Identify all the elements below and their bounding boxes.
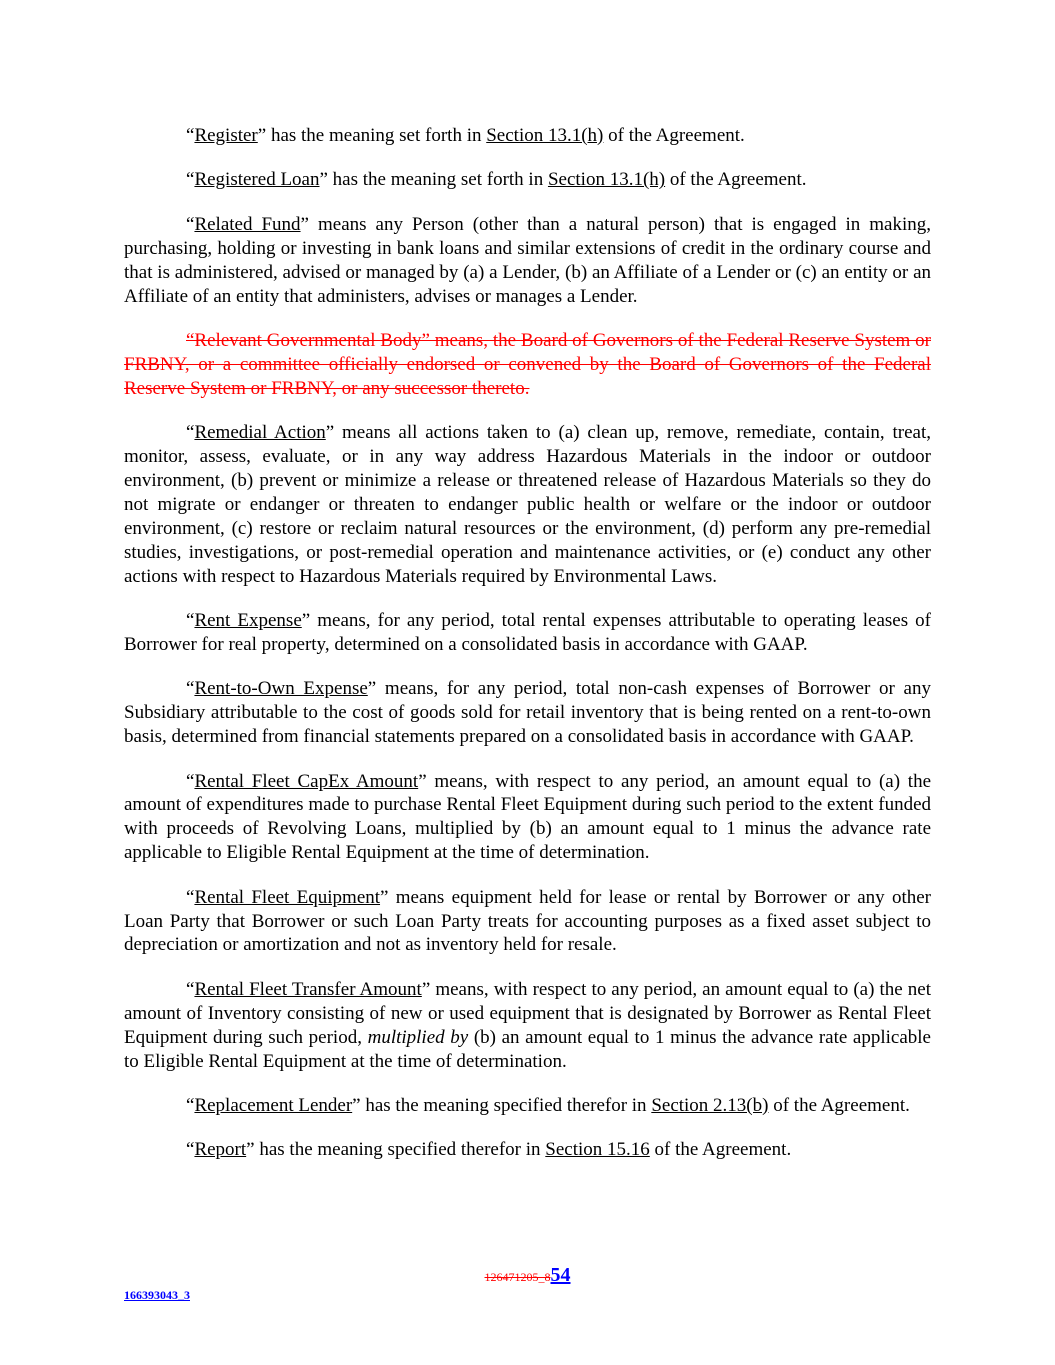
section-ref: Section 13.1(h) — [547, 169, 666, 191]
term: Related Fund — [194, 213, 301, 235]
inserted-page-number: 54 — [550, 1264, 571, 1286]
term: Remedial Action — [194, 422, 326, 444]
section-ref: Section 2.13(b) — [651, 1095, 769, 1116]
document-id: 166393043_3 — [124, 1288, 190, 1302]
term: Replacement Lender — [194, 1095, 353, 1116]
term: Rent-to-Own Expense — [194, 678, 368, 700]
definition-related-fund: “Related Fund” means any Person (other than a natural person) that is engaged in making, purchasing, holding or investing in bank loans and similar extensions of credit in the ordinary course and that is administered, advised or managed by (a) a Lender, (b) an Affiliate of a Lender or (c) an entity or an Affiliate of an entity that administers, advises or manages a Lender. — [124, 213, 931, 307]
definition-replacement-lender: “Replacement Lender” has the meaning specified therefor in Section 2.13(b) of the Agreement. — [186, 1095, 910, 1116]
term: Register — [194, 125, 258, 146]
definition-registered-loan: “Registered Loan” has the meaning set forth in Section 13.1(h) of the Agreement. — [186, 169, 807, 191]
definition-rental-fleet-equipment: “Rental Fleet Equipment” means equipment held for lease or rental by Borrower or any other Loan Party that Borrower or such Loan Party treats for accounting purposes as a fixed asset subject to depreciation or amortization and not as inventory held for resale. — [124, 886, 931, 956]
section-ref: Section 13.1(h) — [486, 125, 604, 146]
emphasis: multiplied by — [367, 1026, 469, 1048]
definition-register: “Register” has the meaning set forth in Section 13.1(h) of the Agreement. — [186, 125, 745, 146]
definition-rental-fleet-capex-amount: “Rental Fleet CapEx Amount” means, with respect to any period, an amount equal to (a) the amount of expenditures made to purchase Rental Fleet Equipment during such period to the extent funded with proceeds of Revolving Loans, multiplied by (b) an amount equal to 1 minus the advance rate applicable to Eligible Rental Equipment at the time of determination. — [124, 770, 931, 864]
page-number — [0, 1264, 1055, 1287]
term: Rental Fleet Transfer Amount — [194, 978, 422, 1000]
term: Registered Loan — [194, 169, 320, 191]
deleted-text: “Relevant Governmental Body” means, the Board of Governors of the Federal Reserve System or FRBNY, or a committee officially endorsed or convened by the Board of Governors of the Federal Reserve System or FRBNY, or any successor thereto. — [124, 329, 931, 399]
definitions-list — [124, 124, 931, 1183]
definition-report: “Report” has the meaning specified therefor in Section 15.16 of the Agreement. — [186, 1139, 792, 1161]
definition-rent-to-own-expense: “Rent-to-Own Expense” means, for any period, total non-cash expenses of Borrower or any Subsidiary attributable to the cost of goods sold for retail inventory that is being rented on a rent-to-own basis, determined from financial statements prepared on a consolidated basis in accordance with GAAP. — [124, 678, 931, 748]
term: Rental Fleet CapEx Amount — [194, 770, 419, 792]
term: Rental Fleet Equipment — [194, 886, 381, 908]
definition-relevant-governmental-body-deleted — [124, 329, 931, 401]
definition-rent-expense: “Rent Expense” means, for any period, total rental expenses attributable to operating leases of Borrower for real property, determined on a consolidated basis in accordance with GAAP. — [124, 610, 931, 655]
section-ref: Section 15.16 — [545, 1139, 650, 1161]
term: Rent Expense — [194, 610, 302, 631]
deleted-page-ref: 126471205_8 — [484, 1270, 551, 1284]
term: Report — [194, 1139, 247, 1161]
definition-rental-fleet-transfer-amount: “Rental Fleet Transfer Amount” means, with respect to any period, an amount equal to (a) the net amount of Inventory consisting of new or used equipment that is designated by Borrower as Rental Fleet Equipment during such period, multiplied by (b) an amount equal to 1 minus the advance rate applicable to Eligible Rental Equipment at the time of determination. — [124, 978, 931, 1072]
definition-remedial-action: “Remedial Action” means all actions taken to (a) clean up, remove, remediate, contain, treat, monitor, assess, evaluate, or in any way address Hazardous Materials in the indoor or outdoor environment, (b) prevent or minimize a release or threatened release of Hazardous Materials so they do not migrate or endanger or threaten to endanger public health or welfare or the indoor or outdoor environment, (c) restore or reclaim natural resources or the environment, (d) perform any pre-remedial studies, investigations, or post-remedial operation and maintenance activities, or (e) conduct any other actions with respect to Hazardous Materials required by Environmental Laws. — [124, 422, 931, 587]
